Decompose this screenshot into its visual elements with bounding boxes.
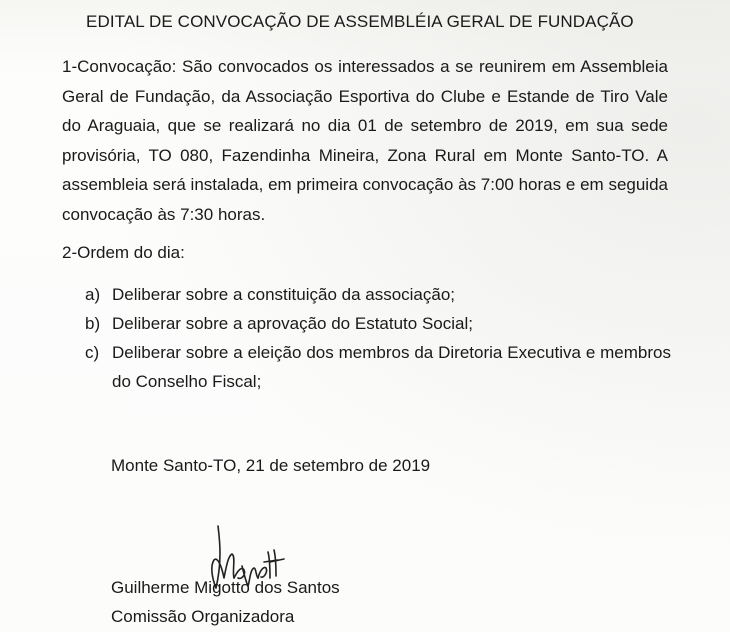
agenda-list: [85, 280, 671, 396]
agenda-item-marker: b): [85, 314, 101, 333]
place-and-date: Monte Santo-TO, 21 de setembro de 2019: [111, 456, 431, 475]
agenda-item: [85, 280, 671, 309]
agenda-heading: 2-Ordem do dia:: [62, 243, 185, 262]
signer-role: Comissão Organizadora: [111, 607, 295, 626]
agenda-item-marker: c): [85, 343, 100, 362]
agenda-item-text: Deliberar sobre a eleição dos membros da Diretoria Executiva e membros do Conselho Fiscal;: [112, 343, 671, 391]
document-title: EDITAL DE CONVOCAÇÃO DE ASSEMBLÉIA GERAL DE FUNDAÇÃO: [86, 12, 634, 31]
convocation-paragraph: 1-Convocação: São convocados os interessados a se reunirem em Assembleia Geral de Fundação, da Associação Esportiva do Clube e Estande de Tiro Vale do Araguaia, que se realizará no dia 01 de setembro de 2019, em sua sede provisória, TO 080, Fazendinha Mineira, Zona Rural em Monte Santo-TO. A assembleia será instalada, em primeira convocação às 7:00 horas e em seguida convocação às 7:30 horas.: [62, 57, 668, 224]
agenda-item: [85, 309, 671, 338]
agenda-item-text: Deliberar sobre a aprovação do Estatuto Social;: [112, 314, 473, 333]
agenda-item-marker: a): [85, 285, 101, 304]
signer-name: Guilherme Migotto dos Santos: [111, 578, 340, 597]
agenda-item: [85, 338, 671, 396]
agenda-item-text: Deliberar sobre a constituição da associação;: [112, 285, 456, 304]
